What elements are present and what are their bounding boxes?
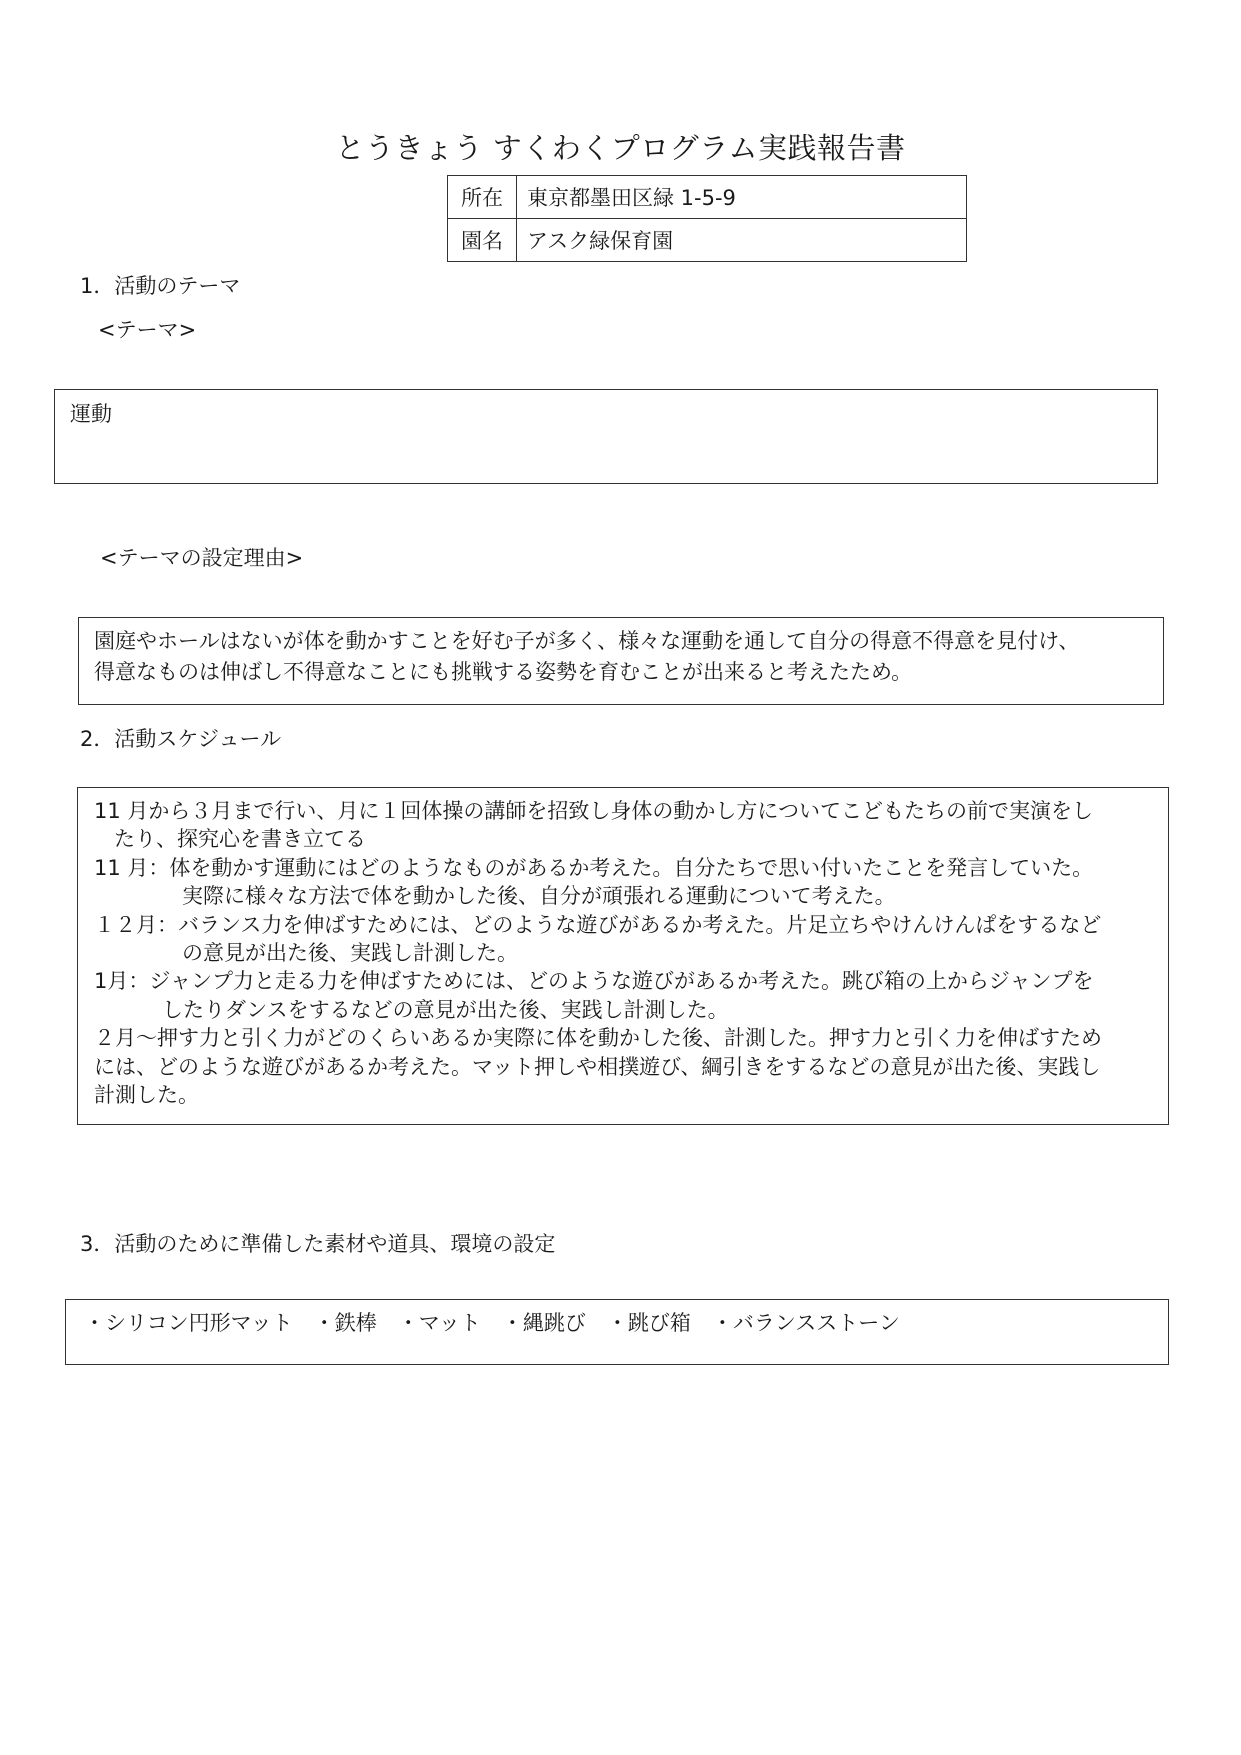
schedule-box — [77, 787, 1169, 1125]
location-value: 東京都墨田区緑 1-5-9 — [517, 176, 967, 219]
schedule-line: の意見が出た後、実践し計測した。 — [182, 941, 518, 965]
section3-heading: 3．活動のために準備した素材や道具、環境の設定 — [80, 1232, 556, 1256]
section1-heading: 1．活動のテーマ — [80, 274, 241, 298]
schedule-line: たり、探究心を書き立てる — [114, 827, 366, 851]
table-row — [448, 176, 967, 219]
schedule-line: １２月：バランス力を伸ばすためには、どのような遊びがあるか考えた。片足立ちやけんけんぱをするなど — [94, 913, 1102, 937]
page-title: とうきょう すくわくプログラム実践報告書 — [335, 131, 906, 165]
theme-label: <テーマ> — [98, 318, 197, 342]
theme-text: 運動 — [70, 402, 112, 426]
schedule-line: 計測した。 — [94, 1083, 199, 1107]
nursery-name-label: 園名 — [448, 219, 517, 262]
reason-line: 園庭やホールはないが体を動かすことを好む子が多く、様々な運動を通して自分の得意不得意を見付け、 — [94, 629, 1080, 653]
section2-heading: 2．活動スケジュール — [80, 727, 282, 751]
schedule-line: 実際に様々な方法で体を動かした後、自分が頑張れる運動について考えた。 — [182, 884, 896, 908]
schedule-line: したりダンスをするなどの意見が出た後、実践し計測した。 — [162, 998, 729, 1022]
schedule-line: には、どのような遊びがあるか考えた。マット押しや相撲遊び、綱引きをするなどの意見が出た後、実践し — [94, 1055, 1101, 1079]
schedule-line: 1月：ジャンプ力と走る力を伸ばすためには、どのような遊びがあるか考えた。跳び箱の上からジャンプを — [94, 969, 1094, 993]
nursery-name-value: アスク緑保育園 — [517, 219, 967, 262]
reason-line: 得意なものは伸ばし不得意なことにも挑戦する姿勢を育むことが出来ると考えたため。 — [94, 660, 913, 684]
materials-box — [65, 1299, 1169, 1365]
table-row — [448, 219, 967, 262]
location-label: 所在 — [448, 176, 517, 219]
reason-label: <テーマの設定理由> — [100, 546, 304, 570]
materials-text: ・シリコン円形マット ・鉄棒 ・マット ・縄跳び ・跳び箱 ・バランスストーン — [84, 1311, 900, 1335]
theme-box — [54, 389, 1158, 484]
info-table — [447, 175, 967, 262]
schedule-line: 11 月：体を動かす運動にはどのようなものがあるか考えた。自分たちで思い付いたことを発言していた。 — [94, 856, 1094, 880]
schedule-line: 11 月から３月まで行い、月に１回体操の講師を招致し身体の動かし方についてこどもたちの前で実演をし — [94, 799, 1093, 823]
schedule-line: ２月～押す力と引く力がどのくらいあるか実際に体を動かした後、計測した。押す力と引く力を伸ばすため — [94, 1026, 1102, 1050]
reason-box — [78, 617, 1164, 705]
